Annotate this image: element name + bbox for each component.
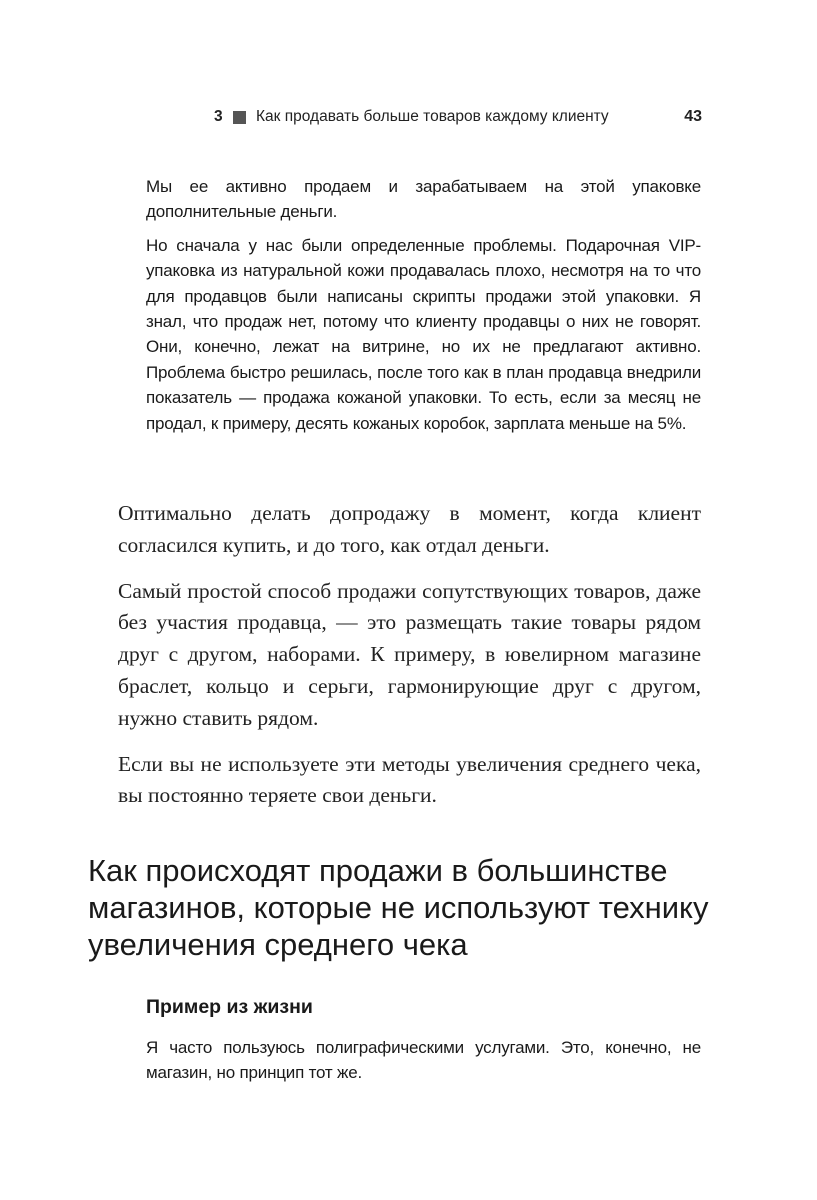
section-heading: Как происходят продажи в большинстве магазинов, которые не используют технику увеличения среднего чека — [88, 853, 709, 962]
page-number: 43 — [684, 108, 702, 125]
body-paragraph: Если вы не используете эти методы увеличения среднего чека, вы постоянно теряете свои деньги. — [118, 751, 701, 808]
quote-paragraph: Но сначала у нас были определенные проблемы. Подарочная VIP-упаковка из натуральной кожи продавалась плохо, несмотря на то что для продавцов были написаны скрипты продажи этой упаковки. Я знал, что продаж нет, потому что клиенту продавцы о них не говорят. Они, конечно, лежат на витрине, но их не предлагают активно. Проблема быстро решилась, после того как в план продавца внедрили показатель — продажа кожаной упаковки. То есть, если за месяц не продал, к примеру, десять кожаных коробок, зарплата меньше на 5%. — [146, 235, 701, 433]
body-paragraph: Оптимально делать допродажу в момент, когда клиент согласился купить, и до того, как отдал деньги. — [118, 501, 701, 557]
square-marker-icon — [233, 111, 246, 124]
example-paragraph: Я часто пользуюсь полиграфическими услугами. Это, конечно, не магазин, но принцип тот же. — [146, 1038, 701, 1083]
quote-paragraph: Мы ее активно продаем и зарабатываем на этой упаковке дополнительные деньги. — [146, 177, 701, 222]
chapter-title: Как продавать больше товаров каждому клиенту — [256, 108, 609, 125]
quote-block — [146, 174, 701, 444]
running-head — [214, 108, 702, 130]
chapter-number: 3 — [214, 108, 223, 125]
example-title: Пример из жизни — [146, 996, 313, 1018]
body-paragraph: Самый простой способ продажи сопутствующих товаров, даже без участия продавца, — это размещать такие товары рядом друг с другом, наборами. К примеру, в ювелирном магазине браслет, кольцо и серьги, гармонирующие друг с другом, нужно ставить рядом. — [118, 578, 701, 730]
body-text — [118, 498, 701, 826]
